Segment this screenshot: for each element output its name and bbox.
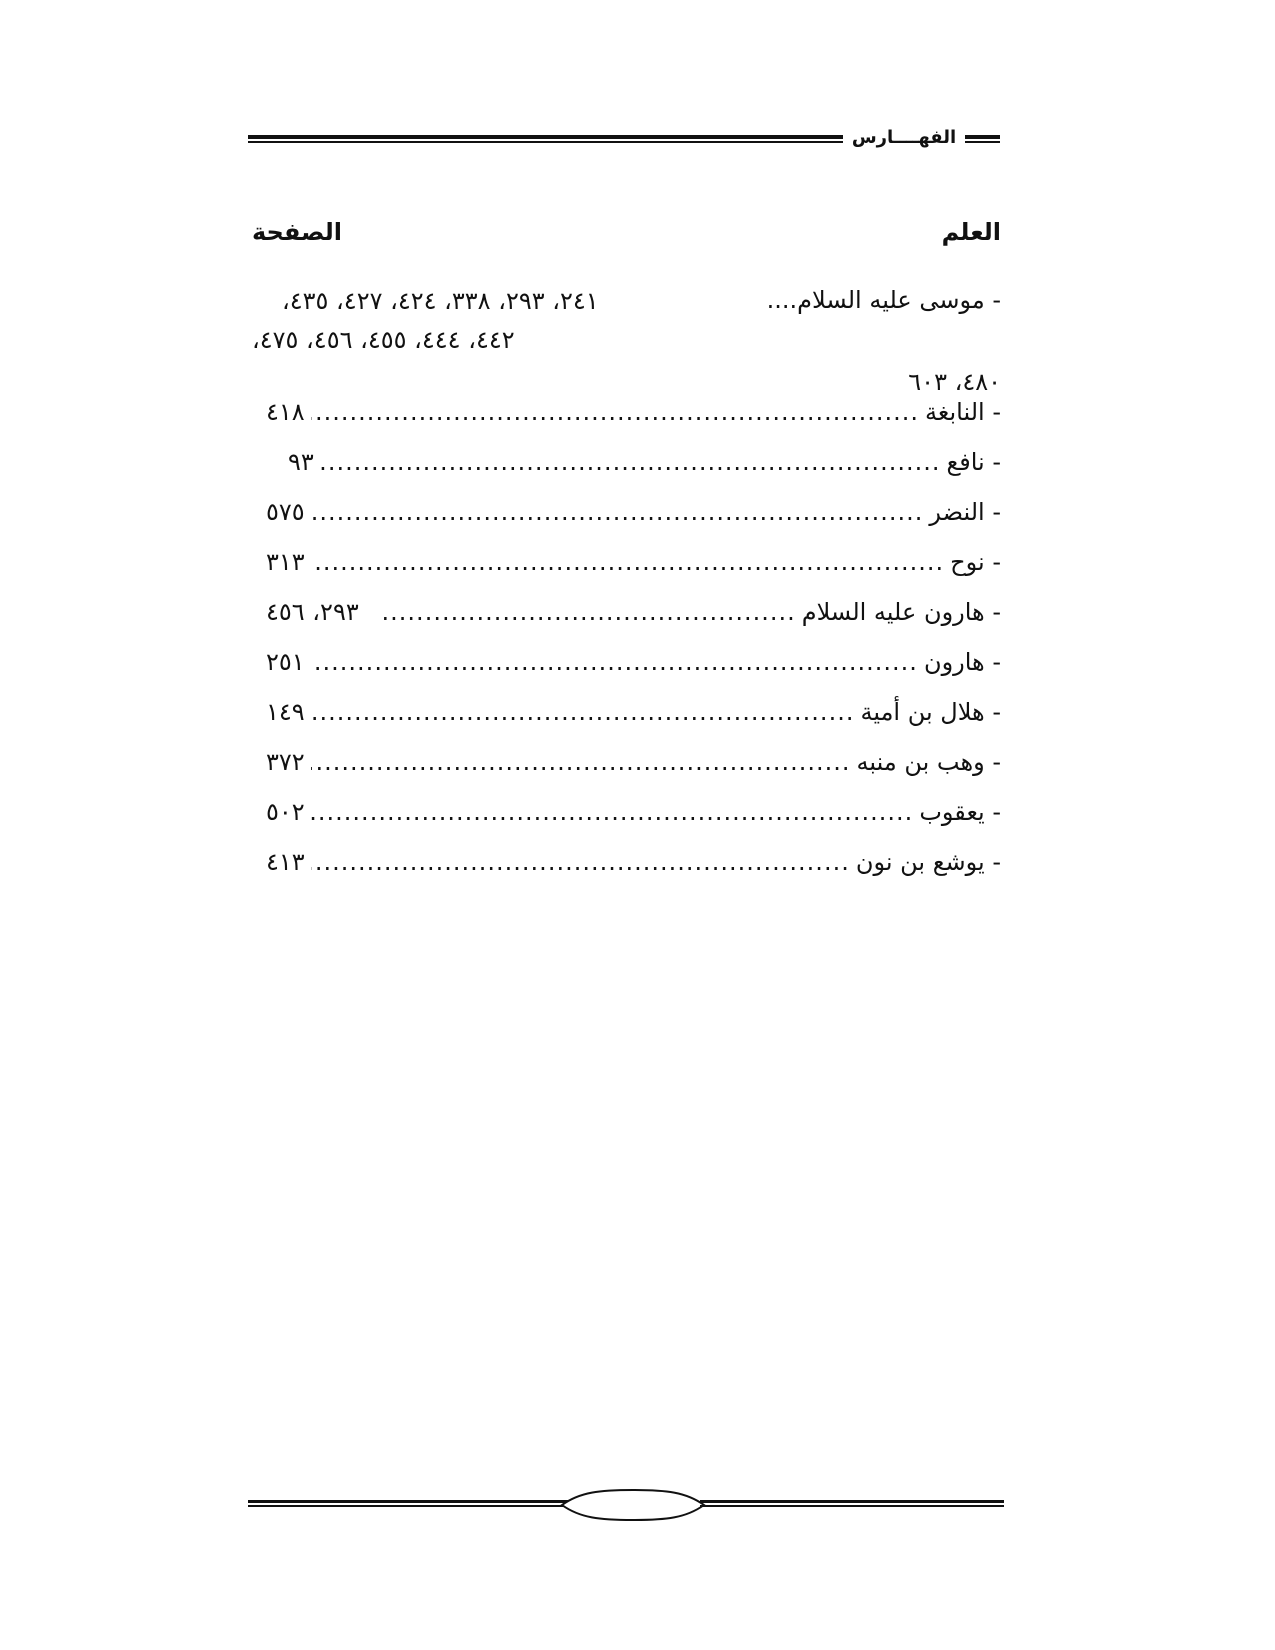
entry-page: ٤١٨ xyxy=(266,398,305,426)
entry-name: - يوشع بن نون xyxy=(855,848,1001,876)
index-entry xyxy=(266,692,1001,732)
entry-name: - هارون xyxy=(923,648,1001,676)
entry-page: ٤١٣ xyxy=(266,848,305,876)
dot-leader xyxy=(311,698,855,726)
entry-pages-line: ٤٤٢، ٤٤٤، ٤٥٥، ٤٥٦، ٤٧٥، xyxy=(252,326,515,354)
entry-page: ٥٠٢ xyxy=(266,798,305,826)
header-title: الفهــــارس xyxy=(851,127,957,148)
entry-name: - هارون عليه السلام xyxy=(801,598,1001,626)
entry-pages-line: ٢٤١، ٢٩٣، ٣٣٨، ٤٢٤، ٤٢٧، ٤٣٥، xyxy=(282,287,599,315)
entry-page: ٢٥١ xyxy=(266,648,305,676)
entry-name: - هلال بن أمية xyxy=(860,698,1001,726)
dot-leader xyxy=(311,848,850,876)
footer-rule-left xyxy=(248,1500,578,1507)
entry-page: ٥٧٥ xyxy=(266,498,305,526)
page-number-oval xyxy=(560,1488,706,1522)
entry-name: - النضر xyxy=(929,498,1001,526)
index-entry xyxy=(266,742,1001,782)
dot-leader xyxy=(311,398,919,426)
index-entry xyxy=(266,542,1001,582)
index-entry xyxy=(288,442,1001,482)
entry-pages-line: ٤٨٠، ٦٠٣ xyxy=(908,368,1001,396)
index-entry xyxy=(266,392,1001,432)
index-entry xyxy=(266,642,1001,682)
entry-name: - نافع xyxy=(946,448,1001,476)
entry-name: - وهب بن منبه xyxy=(856,748,1001,776)
entry-page: ٩٣ xyxy=(288,448,314,476)
entry-name: - نوح xyxy=(950,548,1001,576)
entry-name: - موسى عليه السلام.... xyxy=(766,286,1001,314)
page-footer xyxy=(248,1488,1004,1524)
entry-page: ٣٧٢ xyxy=(266,748,305,776)
entry-page: ٢٩٣، ٤٥٦ xyxy=(266,598,359,626)
dot-leader xyxy=(311,548,944,576)
entry-page: ١٤٩ xyxy=(266,698,305,726)
dot-leader xyxy=(311,798,914,826)
column-heading-name: العلم xyxy=(941,218,1001,246)
dot-leader xyxy=(379,598,796,626)
dot-leader xyxy=(311,648,918,676)
footer-rule-right xyxy=(700,1500,1004,1507)
index-entry xyxy=(266,592,1001,632)
dot-leader xyxy=(311,498,924,526)
index-entry xyxy=(266,842,1001,882)
index-entry xyxy=(266,792,1001,832)
dot-leader xyxy=(320,448,941,476)
index-entry xyxy=(266,492,1001,532)
entry-page: ٣١٣ xyxy=(266,548,305,576)
column-heading-page: الصفحة xyxy=(252,218,343,246)
entry-name: - النابغة xyxy=(925,398,1001,426)
entry-name: - يعقوب xyxy=(919,798,1001,826)
dot-leader xyxy=(311,748,851,776)
